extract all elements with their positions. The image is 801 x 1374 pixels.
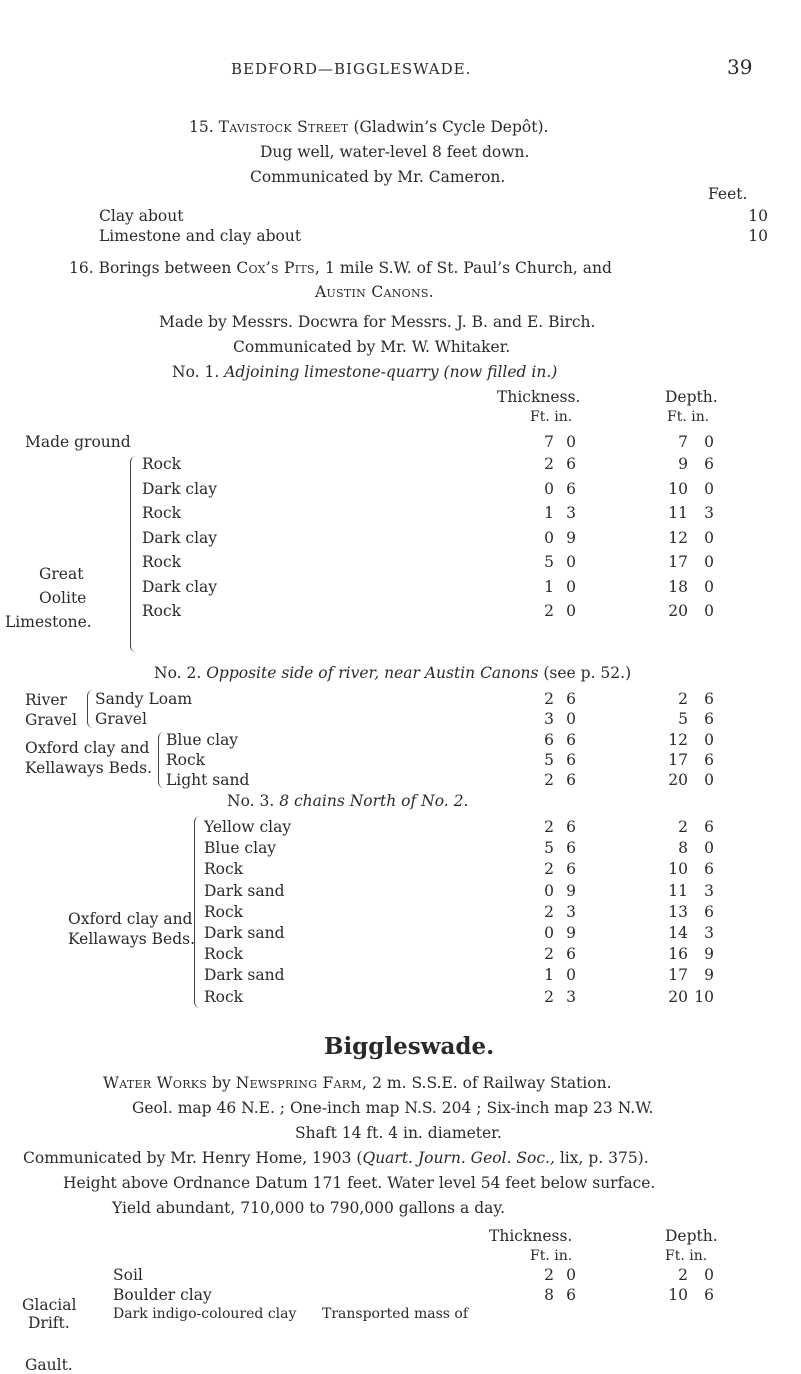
no3-row-thick-ft: 0 <box>544 924 554 942</box>
no3-row-thick-in: 6 <box>566 839 576 858</box>
no1-row-depth-ft: 11 <box>668 504 688 522</box>
no3-row-label: Rock <box>204 987 244 1006</box>
bw-boulder-depth-in: 6 <box>704 1286 714 1304</box>
no3-row-label: Rock <box>204 860 244 879</box>
no3-row-label: Blue clay <box>204 839 277 858</box>
no1-made-thick-in: 0 <box>566 433 576 451</box>
no3-row-label: Rock <box>204 902 244 921</box>
bw-soil-thick-in: 0 <box>566 1266 576 1284</box>
s15-col-head: Feet. <box>708 185 748 203</box>
no2-row-thick-ft: 3 <box>544 710 554 728</box>
no2-row-thick-ft: 5 <box>544 751 554 769</box>
no3-row-depth-ft: 10 <box>668 860 688 879</box>
bw-boulder-thick-in: 6 <box>566 1286 576 1304</box>
no1-row-depth-ft: 17 <box>668 553 688 571</box>
s15-row-value: 10 <box>748 207 768 225</box>
no1-row-label: Rock <box>142 455 182 473</box>
s16-no2-heading: No. 2. Opposite side of river, near Austin Canons (see p. 52.) <box>154 664 632 682</box>
s16-title-line: 16. Borings between Cox’s Pits, 1 mile S.W. of St. Paul’s Church, and <box>69 259 612 277</box>
bw-col-thickness: Thickness. <box>489 1227 573 1245</box>
no1-row-thick-ft: 2 <box>544 455 554 473</box>
no2-row-depth-in: 6 <box>704 690 714 708</box>
no2-row-label: Gravel <box>95 710 147 728</box>
no1-made-thick-ft: 7 <box>544 433 554 451</box>
bw-col-depth: Depth. <box>665 1227 718 1245</box>
bw-line5: Height above Ordnance Datum 171 feet. Water level 54 feet below surface. <box>63 1174 656 1192</box>
bw-boulder-depth-ft: 10 <box>668 1286 688 1304</box>
no2-row-depth-ft: 12 <box>668 731 688 749</box>
no1-row-thick-in: 0 <box>566 577 576 596</box>
no1-row-thick-in: 0 <box>566 553 576 571</box>
no3-row-thick-ft: 2 <box>544 818 554 836</box>
s15-title: 15. Tavistock Street (Gladwin’s Cycle Depôt). <box>189 118 549 136</box>
no1-row-label: Dark clay <box>142 528 218 547</box>
no3-row-depth-in: 6 <box>704 860 714 879</box>
s15-line2: Dug well, water-level 8 feet down. <box>260 143 530 161</box>
s16-no2-brace1 <box>87 690 93 728</box>
no1-row-label: Rock <box>142 602 182 620</box>
no1-row-depth-in: 0 <box>704 577 714 596</box>
s15-line3: Communicated by Mr. Cameron. <box>250 168 506 186</box>
no1-made-label: Made ground <box>25 433 131 451</box>
no3-row-thick-in: 9 <box>566 881 576 900</box>
bw-indigo-line1b: Transported mass of <box>322 1306 469 1322</box>
no1-row-label: Dark clay <box>142 577 218 596</box>
no1-row-thick-in: 0 <box>566 602 576 620</box>
no1-row-depth-ft: 20 <box>668 602 688 620</box>
no1-row-depth-ft: 10 <box>668 479 688 498</box>
no1-row-label: Rock <box>142 553 182 571</box>
bw-gault-label: Gault. <box>25 1356 73 1374</box>
no1-row-depth-in: 0 <box>704 553 714 571</box>
no3-row-depth-in: 3 <box>704 881 714 900</box>
no2-row-depth-ft: 20 <box>668 771 688 789</box>
no2-row-depth-ft: 2 <box>678 690 688 708</box>
no2-row-depth-ft: 5 <box>678 710 688 728</box>
no3-row-depth-in: 6 <box>704 818 714 836</box>
s16-no3-group: Oxford clay and Kellaways Beds. <box>68 910 196 948</box>
no3-row-depth-in: 10 <box>694 987 714 1006</box>
no1-row-depth-in: 0 <box>704 602 714 620</box>
no3-row-label: Dark sand <box>204 966 285 985</box>
no1-row-depth-in: 6 <box>704 455 714 473</box>
no2-row-thick-ft: 2 <box>544 690 554 708</box>
no2-row-label: Rock <box>166 751 206 769</box>
no2-row-label: Sandy Loam <box>95 690 193 708</box>
no1-row-label: Rock <box>142 504 182 522</box>
no3-row-thick-in: 3 <box>566 902 576 921</box>
no3-row-thick-ft: 1 <box>544 966 554 985</box>
bw-line4: Communicated by Mr. Henry Home, 1903 (Quart. Journ. Geol. Soc., lix, p. 375). <box>23 1149 649 1167</box>
no3-row-depth-in: 0 <box>704 839 714 858</box>
no1-row-thick-in: 6 <box>566 479 576 498</box>
s16-no1-heading: No. 1. Adjoining limestone-quarry (now filled in.) <box>172 363 558 381</box>
bw-soil-thick-ft: 2 <box>544 1266 554 1284</box>
no3-row-depth-ft: 20 <box>668 987 688 1006</box>
no2-row-thick-ft: 6 <box>544 731 554 749</box>
bw-boulder-label: Boulder clay <box>113 1286 212 1304</box>
s15-row-value: 10 <box>748 227 768 245</box>
s16-communicated: Communicated by Mr. W. Whitaker. <box>233 338 511 356</box>
s16-no2-group2: Oxford clay and Kellaways Beds. <box>25 739 153 777</box>
bw-line3: Shaft 14 ft. 4 in. diameter. <box>295 1124 502 1142</box>
no1-row-depth-in: 3 <box>704 504 714 522</box>
no1-row-thick-ft: 0 <box>544 528 554 547</box>
no1-row-thick-in: 3 <box>566 504 576 522</box>
s16-no2-group1: River Gravel <box>25 691 77 729</box>
no1-row-label: Dark clay <box>142 479 218 498</box>
bw-col-ftin-2: Ft. in. <box>665 1248 708 1264</box>
no3-row-thick-ft: 2 <box>544 945 554 964</box>
no3-row-depth-ft: 11 <box>668 881 688 900</box>
no3-row-thick-ft: 2 <box>544 902 554 921</box>
no2-row-label: Light sand <box>166 771 250 789</box>
no3-row-thick-in: 6 <box>566 945 576 964</box>
no1-made-depth-ft: 7 <box>678 433 688 451</box>
no1-row-thick-ft: 0 <box>544 479 554 498</box>
no3-row-thick-ft: 5 <box>544 839 554 858</box>
no2-row-thick-in: 0 <box>566 710 576 728</box>
no3-row-depth-in: 6 <box>704 902 714 921</box>
no3-row-thick-ft: 0 <box>544 881 554 900</box>
bw-glacial-label: Glacial Drift. <box>22 1296 77 1332</box>
no3-row-depth-ft: 8 <box>678 839 688 858</box>
bw-line1: Water Works by Newspring Farm, 2 m. S.S.E. of Railway Station. <box>103 1074 612 1092</box>
no2-row-thick-in: 6 <box>566 771 576 789</box>
no2-row-thick-in: 6 <box>566 751 576 769</box>
s16-subtitle: Austin Canons. <box>315 283 434 301</box>
no2-row-thick-ft: 2 <box>544 771 554 789</box>
no1-row-thick-in: 6 <box>566 455 576 473</box>
bw-boulder-thick-ft: 8 <box>544 1286 554 1304</box>
no1-made-depth-in: 0 <box>704 433 714 451</box>
no1-row-thick-in: 9 <box>566 528 576 547</box>
no3-row-depth-ft: 2 <box>678 818 688 836</box>
no3-row-depth-in: 9 <box>704 966 714 985</box>
bw-line6: Yield abundant, 710,000 to 790,000 gallons a day. <box>112 1199 506 1217</box>
s15-row-label: Clay about <box>99 207 184 225</box>
bw-indigo-line1: Dark indigo-coloured clay <box>113 1306 297 1322</box>
no3-row-thick-in: 0 <box>566 966 576 985</box>
no3-row-thick-in: 6 <box>566 860 576 879</box>
no3-row-label: Rock <box>204 945 244 964</box>
no3-row-depth-in: 3 <box>704 924 714 942</box>
no1-row-thick-ft: 1 <box>544 504 554 522</box>
no2-row-thick-in: 6 <box>566 731 576 749</box>
no2-row-label: Blue clay <box>166 731 239 749</box>
running-title: BEDFORD—BIGGLESWADE. <box>231 60 472 78</box>
no3-row-depth-in: 9 <box>704 945 714 964</box>
no2-row-depth-in: 0 <box>704 771 714 789</box>
s16-no1-group: Great Oolite Limestone. <box>5 565 92 631</box>
no3-row-depth-ft: 16 <box>668 945 688 964</box>
no2-row-thick-in: 6 <box>566 690 576 708</box>
page-number: 39 <box>727 55 753 79</box>
bw-soil-depth-in: 0 <box>704 1266 714 1284</box>
no3-row-depth-ft: 17 <box>668 966 688 985</box>
no2-row-depth-in: 0 <box>704 731 714 749</box>
no3-row-depth-ft: 14 <box>668 924 688 942</box>
no1-row-thick-ft: 5 <box>544 553 554 571</box>
s16-no3-brace <box>194 816 201 1008</box>
s15-row-label: Limestone and clay about <box>99 227 302 245</box>
no1-row-depth-ft: 12 <box>668 528 688 547</box>
s16-no3-heading: No. 3. 8 chains North of No. 2. <box>227 792 469 810</box>
no1-row-thick-ft: 2 <box>544 602 554 620</box>
no3-row-label: Yellow clay <box>204 818 292 836</box>
no3-row-thick-in: 3 <box>566 987 576 1006</box>
no1-row-depth-ft: 18 <box>668 577 688 596</box>
s16-made-by: Made by Messrs. Docwra for Messrs. J. B. and E. Birch. <box>159 313 596 331</box>
no3-row-thick-ft: 2 <box>544 860 554 879</box>
bw-col-ftin-1: Ft. in. <box>530 1248 573 1264</box>
no3-row-thick-in: 6 <box>566 818 576 836</box>
no3-row-thick-in: 9 <box>566 924 576 942</box>
s16-no2-brace2 <box>158 732 164 788</box>
s16-col-thickness: Thickness. <box>497 388 581 406</box>
no3-row-thick-ft: 2 <box>544 987 554 1006</box>
no1-row-thick-ft: 1 <box>544 577 554 596</box>
no2-row-depth-in: 6 <box>704 751 714 769</box>
s16-col-ftin-1: Ft. in. <box>530 409 573 425</box>
s16-no1-brace <box>130 456 137 652</box>
no2-row-depth-ft: 17 <box>668 751 688 769</box>
no1-row-depth-in: 0 <box>704 528 714 547</box>
s16-col-ftin-2: Ft. in. <box>667 409 710 425</box>
s16-col-depth: Depth. <box>665 388 718 406</box>
no3-row-depth-ft: 13 <box>668 902 688 921</box>
no1-row-depth-in: 0 <box>704 479 714 498</box>
no3-row-label: Dark sand <box>204 924 285 942</box>
bw-soil-depth-ft: 2 <box>678 1266 688 1284</box>
biggleswade-heading: Biggleswade. <box>324 1033 495 1060</box>
no3-row-label: Dark sand <box>204 881 285 900</box>
bw-line2: Geol. map 46 N.E. ; One-inch map N.S. 204 ; Six-inch map 23 N.W. <box>132 1099 654 1117</box>
no2-row-depth-in: 6 <box>704 710 714 728</box>
bw-soil-label: Soil <box>113 1266 143 1284</box>
no1-row-depth-ft: 9 <box>678 455 688 473</box>
